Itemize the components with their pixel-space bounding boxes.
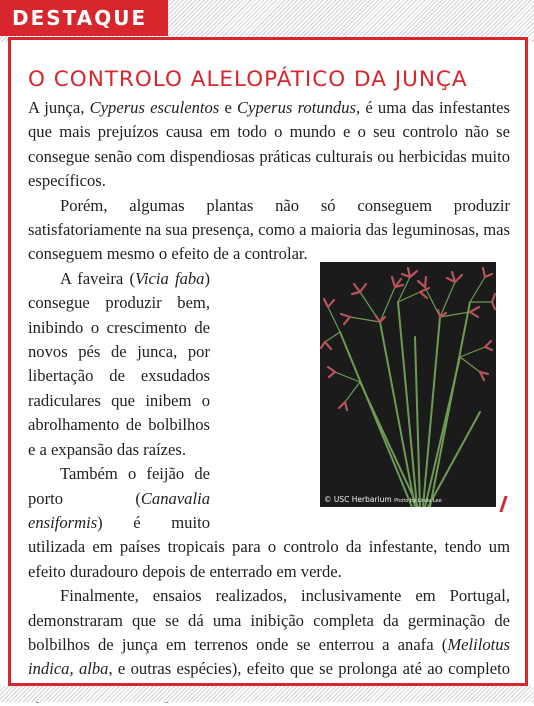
section-tag: DESTAQUE bbox=[0, 0, 168, 36]
photo-credit-small: Photo by Linda Lee bbox=[394, 498, 442, 504]
species-name: Canavalia ensiformis bbox=[28, 488, 210, 532]
text-span: ) consegue produzir bem, inibindo o crescimento de novos pés de junca, por libertação de exsudados radiculares que inibem o abrolhamento de bolbilhos e a expansão das raízes. bbox=[28, 268, 210, 459]
species-name: Cyperus esculentos bbox=[89, 98, 220, 117]
text-span: ) é muito utilizada em países tropicais para o controlo da infestante, tendo um efeito duradouro depois de enterrado em verde. bbox=[28, 512, 510, 581]
text-span: A faveira ( bbox=[60, 268, 135, 288]
text-span: Finalmente, ensaios realizados, inclusivamente em Portugal, demonstraram que se dá uma inibição completa da germinação de bolbilhos de junça em terrenos onde se enterrou a anafa ( bbox=[28, 586, 510, 654]
text-span: , é uma das infestantes que mais prejuízos causa em todo o mundo e o seu controlo não se consegue senão com dispendiosas práticas culturais ou herbicidas muito específicos. bbox=[28, 98, 510, 191]
paragraph-2: Porém, algumas plantas não só conseguem produzir satisfatoriamente na sua presença, como a maioria das leguminosas, mas conseguem mesmo o efeito de a controlar. bbox=[28, 195, 510, 264]
species-name: Melilotus indica, alba bbox=[28, 634, 510, 679]
photo-credit-main: © USC Herbarium bbox=[324, 495, 392, 504]
text-span: Também o feijão de porto ( bbox=[28, 464, 210, 508]
photo-float-spacer bbox=[210, 267, 510, 515]
text-span: A junça, bbox=[28, 98, 90, 117]
article-title: O CONTROLO ALELOPÁTICO DA JUNÇA bbox=[28, 67, 468, 92]
species-name: Cyperus rotundus bbox=[237, 98, 356, 117]
footer-hatch-band bbox=[0, 686, 534, 702]
text-span: , e outras espécies), efeito que se prolonga até ao completo bbox=[108, 659, 510, 679]
species-name: Vicia faba bbox=[135, 268, 205, 288]
article-body bbox=[28, 96, 510, 706]
text-span: e bbox=[219, 98, 238, 117]
paragraph-1 bbox=[28, 96, 510, 194]
